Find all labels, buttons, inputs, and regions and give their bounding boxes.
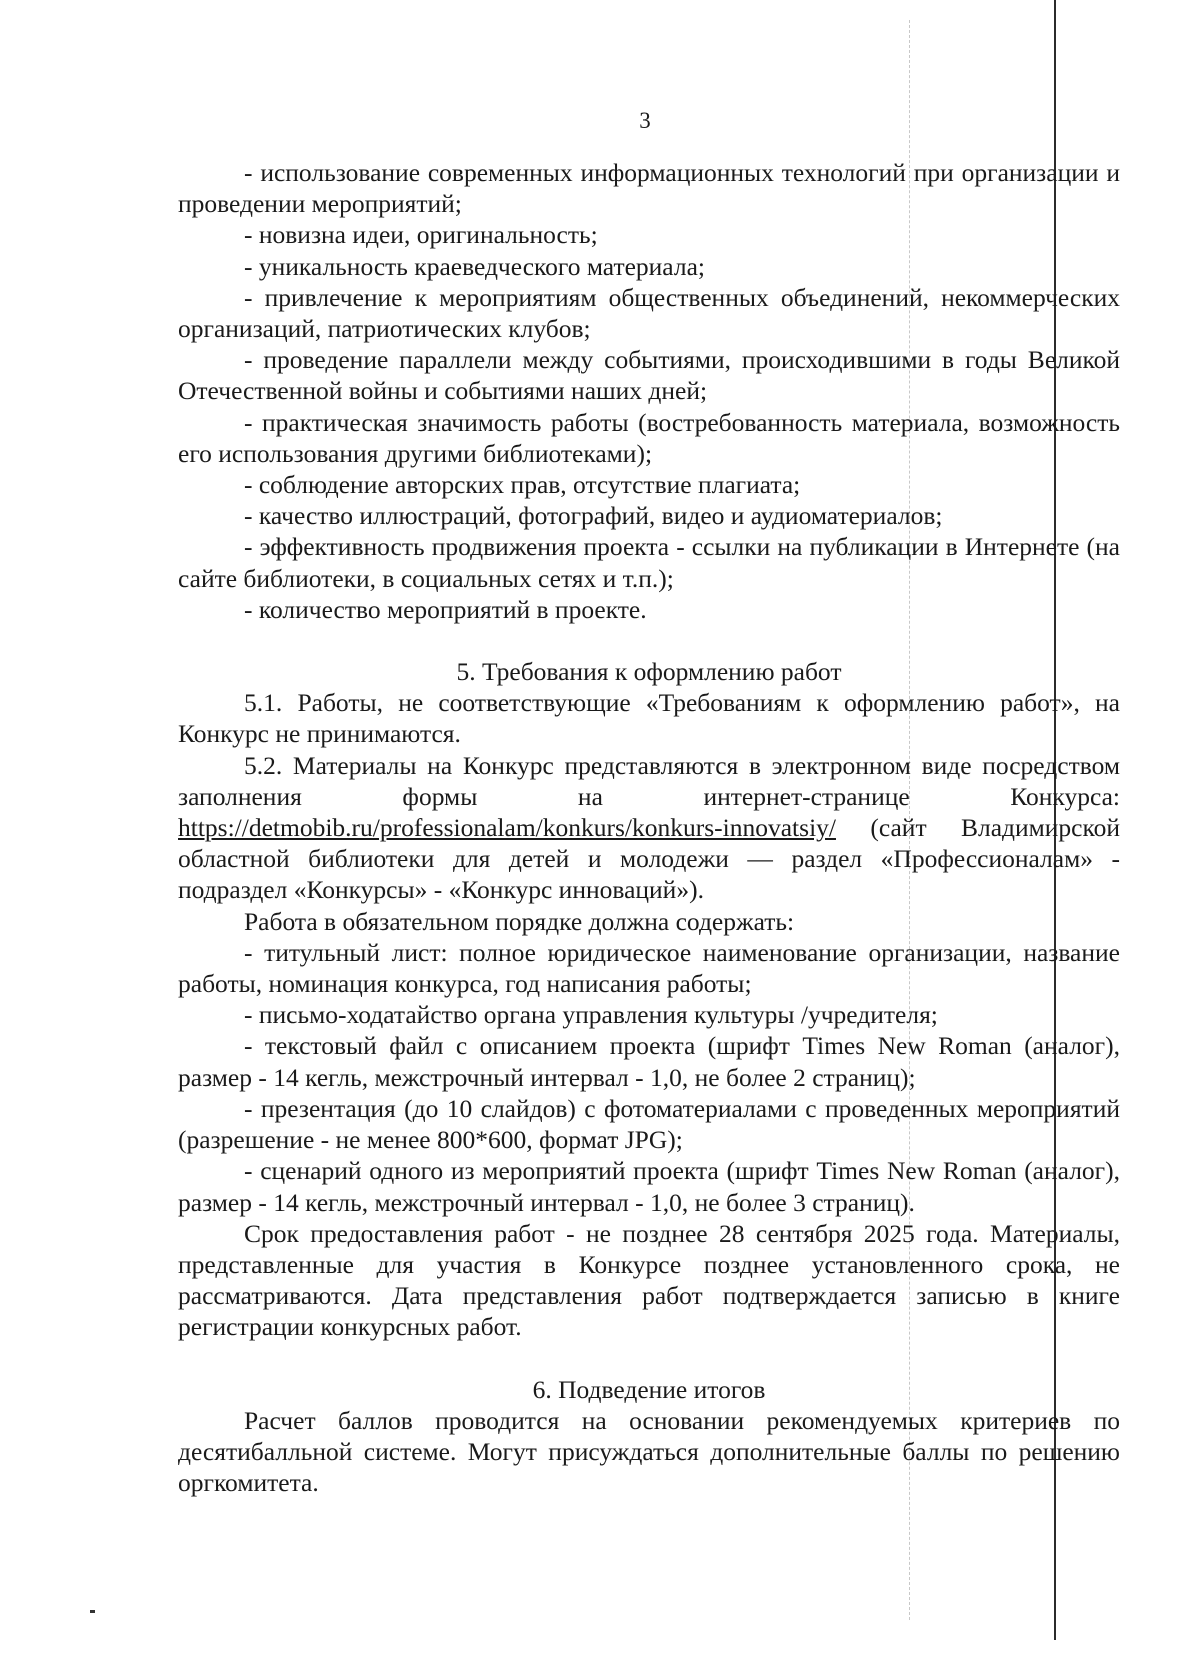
requirement-item: - титульный лист: полное юридическое наименование организации, название работы, номинация конкурса, год написания работы; bbox=[178, 937, 1120, 999]
document-body bbox=[178, 157, 1120, 1498]
requirement-item: - презентация (до 10 слайдов) с фотоматериалами с проведенных мероприятий (разрешение - не менее 800*600, формат JPG); bbox=[178, 1093, 1120, 1155]
requirement-item: - письмо-ходатайство органа управления культуры /учредителя; bbox=[244, 1000, 938, 1030]
requirement-item: - сценарий одного из мероприятий проекта (шрифт Times New Roman (аналог), размер - 14 кегль, межстрочный интервал - 1,0, не более 3 страниц). bbox=[178, 1156, 1120, 1217]
deadline-paragraph: Срок предоставления работ - не позднее 28 сентября 2025 года. Материалы, представленные для участия в Конкурсе позднее установленного срока, не рассматриваются. Дата представления работ подтверждается записью в книге регистрации конкурсных работ. bbox=[178, 1218, 1120, 1342]
criteria-item: - уникальность краеведческого материала; bbox=[244, 251, 705, 281]
criteria-list bbox=[178, 157, 1120, 625]
page-number: 3 bbox=[639, 108, 651, 133]
criteria-item: - новизна идеи, оригинальность; bbox=[244, 220, 598, 250]
section-5-heading: 5. Требования к оформлению работ bbox=[456, 657, 842, 687]
spacer bbox=[178, 625, 1120, 656]
criteria-item: - соблюдение авторских прав, отсутствие плагиата; bbox=[244, 470, 801, 500]
contest-url-link[interactable]: https://detmobib.ru/professionalam/konkurs/konkurs-innovatsiy/ bbox=[178, 813, 836, 843]
must-contain-paragraph: Работа в обязательном порядке должна содержать: bbox=[244, 906, 795, 936]
criteria-item: - эффективность продвижения проекта - ссылки на публикации в Интернете (на сайте библиотеки, в социальных сетях и т.п.); bbox=[178, 532, 1120, 593]
criteria-item: - привлечение к мероприятиям общественных объединений, некоммерческих организаций, патриотических клубов; bbox=[178, 282, 1120, 344]
scan-speck bbox=[90, 1610, 95, 1613]
section-6-paragraph: Расчет баллов проводится на основании рекомендуемых критериев по десятибалльной системе. Могут присуждаться дополнительные баллы по решению оргкомитета. bbox=[178, 1405, 1120, 1498]
spacer bbox=[178, 1343, 1120, 1374]
criteria-item: - практическая значимость работы (востребованность материала, возможность его использования другими библиотеками); bbox=[178, 407, 1120, 468]
section-5-2-tail: (сайт Владимирской областной библиотеки для детей и молодежи — раздел «Профессионалам» - подраздел «Конкурсы» - «Конкурс инноваций»). bbox=[178, 813, 1120, 905]
criteria-item: - проведение параллели между событиями, происходившими в годы Великой Отечественной войны и событиями наших дней; bbox=[178, 345, 1120, 406]
section-5-2-paragraph bbox=[178, 750, 1120, 906]
criteria-item: - качество иллюстраций, фотографий, видео и аудиоматериалов; bbox=[244, 501, 943, 531]
section-6-heading: 6. Подведение итогов bbox=[532, 1374, 766, 1404]
criteria-item: - использование современных информационных технологий при организации и проведении мероприятий; bbox=[178, 158, 1120, 219]
requirement-item: - текстовый файл с описанием проекта (шрифт Times New Roman (аналог), размер - 14 кегль, межстрочный интервал - 1,0, не более 2 страниц); bbox=[178, 1031, 1120, 1092]
section-5-2-text: 5.2. Материалы на Конкурс представляются в электронном виде посредством заполнения формы на интернет-странице Конкурса: bbox=[178, 750, 1120, 811]
criteria-item: - количество мероприятий в проекте. bbox=[244, 594, 647, 624]
section-5-1-paragraph: 5.1. Работы, не соответствующие «Требованиям к оформлению работ», на Конкурс не принимаются. bbox=[178, 688, 1120, 749]
